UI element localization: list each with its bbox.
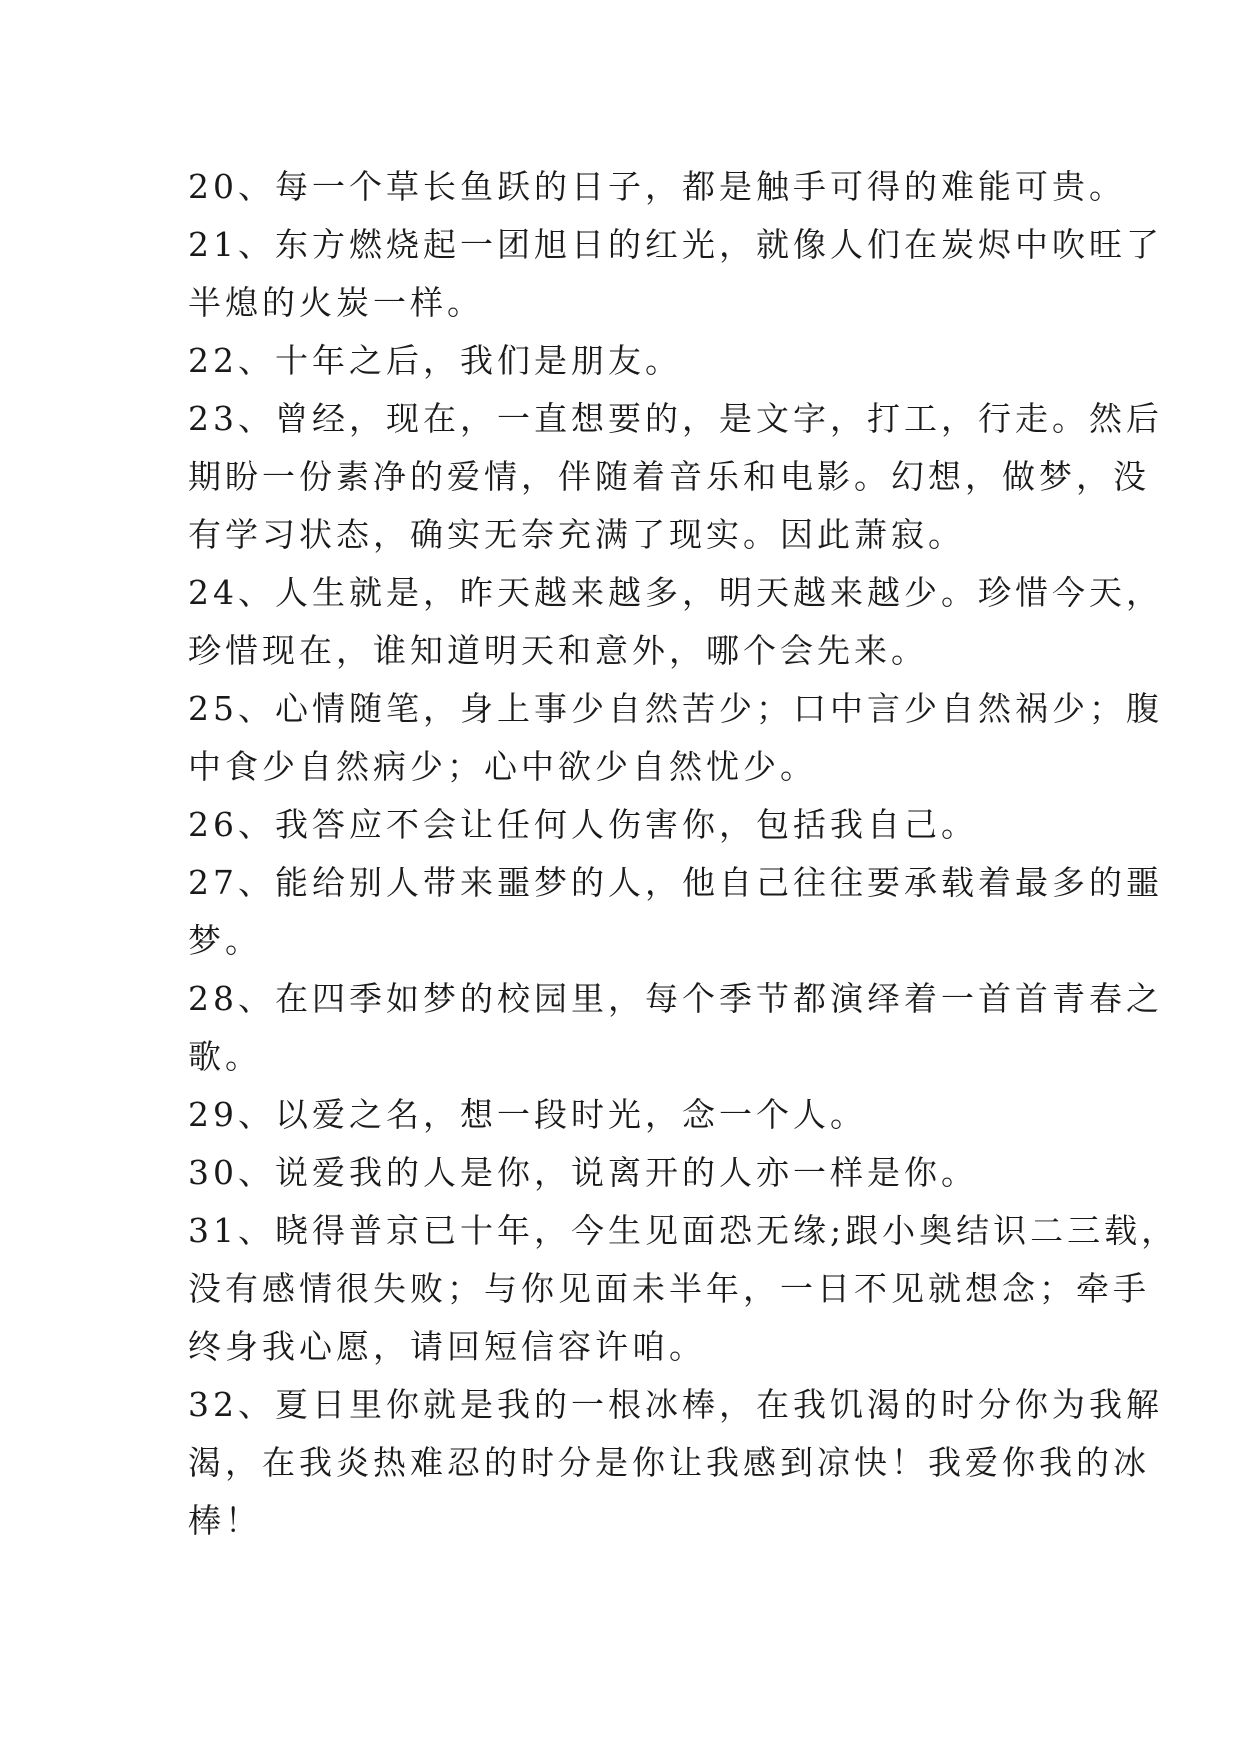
text-line: 渴，在我炎热难忍的时分是你让我感到凉快！我爱你我的冰 — [188, 1443, 1150, 1482]
text-line: 30、说爱我的人是你，说离开的人亦一样是你。 — [188, 1153, 978, 1192]
text-line: 有学习状态，确实无奈充满了现实。因此萧寂。 — [188, 515, 965, 554]
text-line: 25、心情随笔，身上事少自然苦少；口中言少自然祸少；腹 — [188, 689, 1163, 728]
text-line: 半熄的火炭一样。 — [188, 283, 484, 322]
document-body — [188, 158, 1179, 1550]
text-line: 32、夏日里你就是我的一根冰棒，在我饥渴的时分你为我解 — [188, 1385, 1163, 1424]
text-line: 24、人生就是，昨天越来越多，明天越来越少。珍惜今天， — [188, 573, 1163, 612]
text-line: 23、曾经，现在，一直想要的，是文字，打工，行走。然后 — [188, 399, 1163, 438]
text-line: 没有感情很失败；与你见面未半年，一日不见就想念；牵手 — [188, 1269, 1150, 1308]
text-line: 珍惜现在，谁知道明天和意外，哪个会先来。 — [188, 631, 928, 670]
text-line: 28、在四季如梦的校园里，每个季节都演绎着一首首青春之 — [188, 979, 1163, 1018]
text-line: 棒！ — [188, 1501, 262, 1540]
text-line: 26、我答应不会让任何人伤害你，包括我自己。 — [188, 805, 978, 844]
text-line: 31、晓得普京已十年，今生见面恐无缘;跟小奥结识二三载， — [188, 1211, 1179, 1250]
text-line: 21、东方燃烧起一团旭日的红光，就像人们在炭烬中吹旺了 — [188, 225, 1163, 264]
text-line: 中食少自然病少；心中欲少自然忧少。 — [188, 747, 817, 786]
text-line: 歌。 — [188, 1037, 262, 1076]
text-line: 终身我心愿，请回短信容许咱。 — [188, 1327, 706, 1366]
text-line: 27、能给别人带来噩梦的人，他自己往往要承载着最多的噩 — [188, 863, 1163, 902]
text-line: 29、以爱之名，想一段时光，念一个人。 — [188, 1095, 867, 1134]
text-line: 梦。 — [188, 921, 262, 960]
text-line: 20、每一个草长鱼跃的日子，都是触手可得的难能可贵。 — [188, 167, 1126, 206]
text-line: 期盼一份素净的爱情，伴随着音乐和电影。幻想，做梦，没 — [188, 457, 1150, 496]
text-line: 22、十年之后，我们是朋友。 — [188, 341, 682, 380]
